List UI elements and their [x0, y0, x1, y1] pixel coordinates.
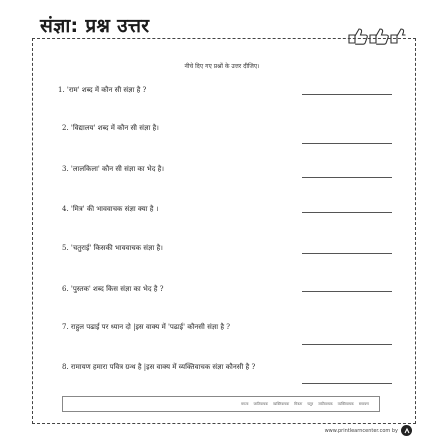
- answer-line-3[interactable]: [302, 177, 392, 178]
- answer-line-5[interactable]: [302, 253, 392, 254]
- option-word: जातिवाचक: [318, 401, 333, 406]
- answer-line-4[interactable]: [302, 212, 392, 213]
- question-8: 8. रामायण हमारा पवित्र ग्रन्थ है |इस वाक्य में व्यक्तिवाचक संज्ञा कौनसी है ?: [62, 363, 256, 371]
- option-word: ममता: [241, 401, 249, 406]
- question-5: 5. 'चतुराई' किसकी भाववाचक संज्ञा है।: [62, 244, 163, 252]
- answer-line-6[interactable]: [302, 291, 392, 292]
- question-2: 2. 'विद्यालय' शब्द में कौन सी संज्ञा है।: [62, 124, 159, 132]
- question-7: 7. राहुल पढाई पर ध्यान दो |इस वाक्य में 'पढाई' कौनसी संज्ञा है ?: [62, 323, 231, 331]
- worksheet-title: संज्ञा: प्रश्न उत्तर: [40, 15, 150, 37]
- question-1: 1. 'राम' शब्द में कौन सी संज्ञा है ?: [58, 86, 147, 94]
- option-word: मित्रता: [294, 401, 303, 406]
- answer-line-7[interactable]: [302, 344, 392, 345]
- instruction-text: नीचे दिए गए प्रश्नों के उत्तर दीजिए।: [184, 63, 260, 70]
- footer: [325, 425, 412, 436]
- option-word: रामायण: [358, 401, 369, 406]
- question-4: 4. 'मित्र' की भाववाचक संज्ञा क्या है ।: [62, 205, 159, 213]
- site-logo-icon: [401, 425, 412, 436]
- option-word: जातिवाचक: [253, 401, 268, 406]
- word-options-box: [62, 396, 380, 412]
- footer-site: www.printlearncenter.com by: [324, 427, 398, 434]
- answer-line-1[interactable]: [302, 94, 392, 95]
- option-word: व्यक्तिवाचक: [337, 401, 354, 406]
- option-word: चतुर: [307, 401, 314, 406]
- answer-line-2[interactable]: [302, 143, 392, 144]
- question-3: 3. 'लालकिला' कौन सी संज्ञा का भेद है।: [62, 165, 165, 173]
- question-6: 6. 'पुस्तक' शब्द किस संज्ञा का भेद है ?: [62, 285, 164, 293]
- option-word: व्यक्तिवाचक: [273, 401, 290, 406]
- answer-line-8[interactable]: [302, 383, 392, 384]
